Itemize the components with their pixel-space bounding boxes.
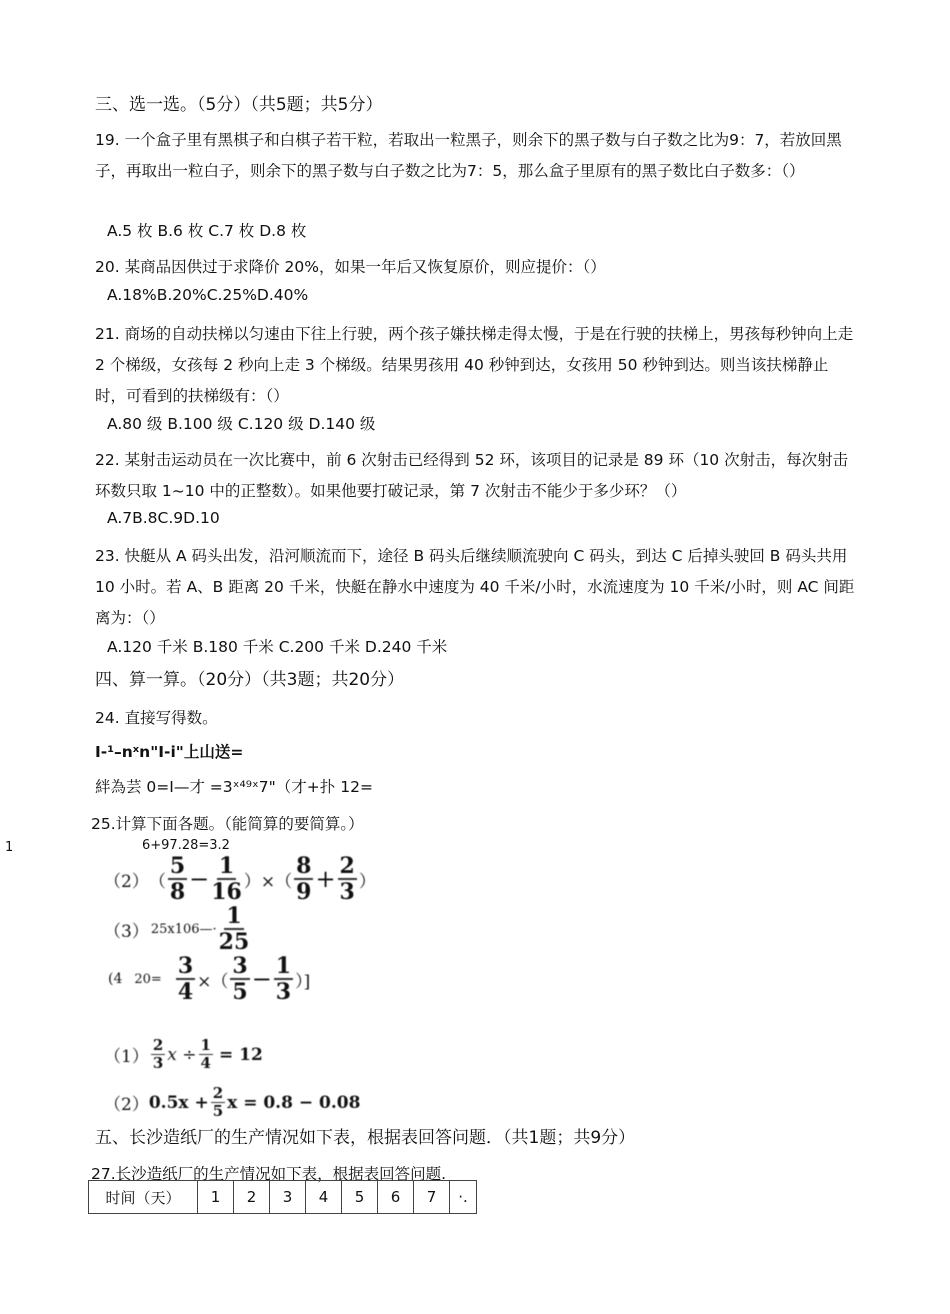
item-4-times: ×（ — [197, 971, 229, 992]
table-cell: 6 — [378, 1181, 414, 1214]
question-27-title: 27.长沙造纸厂的生产情况如下表，根据表回答问题. — [91, 1165, 447, 1183]
item-4-expression: 20= — [134, 971, 162, 987]
fraction-1-16: $\frac{1}{16}$ — [211, 853, 242, 905]
fraction-1-3: $\frac{1}{3}$ — [275, 953, 292, 1005]
question-24-line-2: 絆為芸 0=I—才 =3ˣ⁴⁹ˣ7"（才+扑 12= — [95, 778, 373, 796]
question-25-item-2 — [104, 855, 376, 903]
question-20: 20. 某商品因供过于求降价 20%，如果一年后又恢复原价，则应提价：（） — [95, 258, 606, 276]
question-23: 23. 快艇从 A 码头出发，沿河顺流而下，途径 B 码头后继续顺流驶向 C 码头，到达 C 后掉头驶回 B 码头共用 10 小时。若 A、B 距离 20 千米，快艇在静水中速度为 40 千米/小时，水流速度为 10 千米/小时，则 AC 间距离为：（） — [95, 547, 855, 627]
item-4-close: ）] — [295, 971, 311, 992]
fraction-2-5: $\frac{2}{5}$ — [212, 1084, 224, 1120]
question-26-equation-2 — [104, 1086, 360, 1119]
table-cell: 2 — [234, 1181, 270, 1214]
eq-2-rhs: x = 0.8 − 0.08 — [227, 1092, 361, 1113]
question-21-options: A.80 级 B.100 级 C.120 级 D.140 级 — [107, 415, 376, 433]
table-cell: 4 — [306, 1181, 342, 1214]
table-cell: ·. — [450, 1181, 477, 1214]
question-24-title: 24. 直接写得数。 — [95, 709, 218, 727]
table-cell: 5 — [342, 1181, 378, 1214]
question-19-options: A.5 枚 B.6 枚 C.7 枚 D.8 枚 — [107, 222, 307, 240]
section-4-title: 四、算一算。（20分）（共3题；共20分） — [95, 670, 405, 690]
fraction-5-8: $\frac{5}{8}$ — [169, 853, 186, 905]
question-23-options: A.120 千米 B.180 千米 C.200 千米 D.240 千米 — [107, 638, 448, 656]
item-2-label: （2） — [104, 871, 149, 892]
eq-1-label: （1） — [104, 1047, 149, 1067]
question-25-title: 25.计算下面各题。（能简算的要简算。） — [91, 815, 364, 833]
question-24-line-1: I-¹–nˣn"I-i"上山送= — [95, 743, 244, 761]
question-25-item-4 — [108, 955, 310, 1003]
eq-1-rhs: = 12 — [218, 1044, 263, 1065]
close-paren: ） — [358, 871, 376, 892]
question-25-item-1: 6+97.28=3.2 — [142, 838, 230, 853]
table-cell: 1 — [198, 1181, 234, 1214]
fraction-1-4: $\frac{1}{4}$ — [200, 1036, 211, 1072]
item-4-minus: − — [251, 965, 272, 993]
fraction-3-5: $\frac{3}{5}$ — [232, 953, 248, 1005]
fraction-1-25: $\frac{1}{25}$ — [218, 903, 250, 955]
question-20-options: A.18%B.20%C.25%D.40% — [107, 286, 309, 304]
item-3-label: （3） — [104, 921, 149, 942]
eq-1-mid: x ÷ — [167, 1044, 197, 1065]
question-22-options: A.7B.8C.9D.10 — [107, 509, 220, 527]
item-4-label: (4 — [108, 971, 123, 987]
production-table — [88, 1180, 477, 1214]
fraction-3-4: $\frac{3}{4}$ — [177, 953, 194, 1005]
item-3-expression: 25x106—· — [150, 921, 217, 937]
margin-number: 1 — [5, 840, 14, 855]
question-26-equation-1 — [104, 1038, 263, 1071]
table-cell: 7 — [414, 1181, 450, 1214]
question-19: 19. 一个盒子里有黑棋子和白棋子若干粒，若取出一粒黑子，则余下的黑子数与白子数之比为9：7，若放回黑子，再取出一粒白子，则余下的黑子数与白子数之比为7：5，那么盒子里原有的黑子数比白子数多：（） — [95, 131, 842, 180]
question-21: 21. 商场的自动扶梯以匀速由下往上行驶，两个孩子嫌扶梯走得太慢，于是在行驶的扶梯上，男孩每秒钟向上走 2 个梯级，女孩每 2 秒向上走 3 个梯级。结果男孩用 40 秒钟到达，女孩用 50 秒钟到达。则当该扶梯静止时，可看到的扶梯级有：（） — [95, 325, 854, 405]
fraction-2-3-eq1: $\frac{2}{3}$ — [152, 1036, 164, 1072]
section-5-title: 五、长沙造纸厂的生产情况如下表，根据表回答问题．（共1题；共9分） — [95, 1128, 636, 1148]
question-25-item-3 — [104, 905, 251, 953]
minus-sign: − — [189, 865, 210, 893]
open-paren: （ — [148, 871, 166, 892]
fraction-8-9: $\frac{8}{9}$ — [296, 853, 312, 905]
question-22: 22. 某射击运动员在一次比赛中，前 6 次射击已经得到 52 环，该项目的记录是 89 环（10 次射击，每次射击环数只取 1~10 中的正整数）。如果他要打破记录，第 7 次射击不能少于多少环？（） — [95, 451, 849, 500]
eq-2-lhs: 0.5x + — [148, 1092, 209, 1113]
eq-2-label: （2） — [104, 1095, 149, 1115]
table-row — [89, 1181, 477, 1214]
table-cell: 3 — [270, 1181, 306, 1214]
times-sign: ）×（ — [243, 871, 293, 892]
table-header-cell: 时间（天） — [89, 1181, 198, 1214]
fraction-2-3: $\frac{2}{3}$ — [339, 853, 355, 905]
section-3-title: 三、选一选。（5分）（共5题；共5分） — [95, 95, 383, 115]
plus-sign: + — [315, 865, 336, 893]
